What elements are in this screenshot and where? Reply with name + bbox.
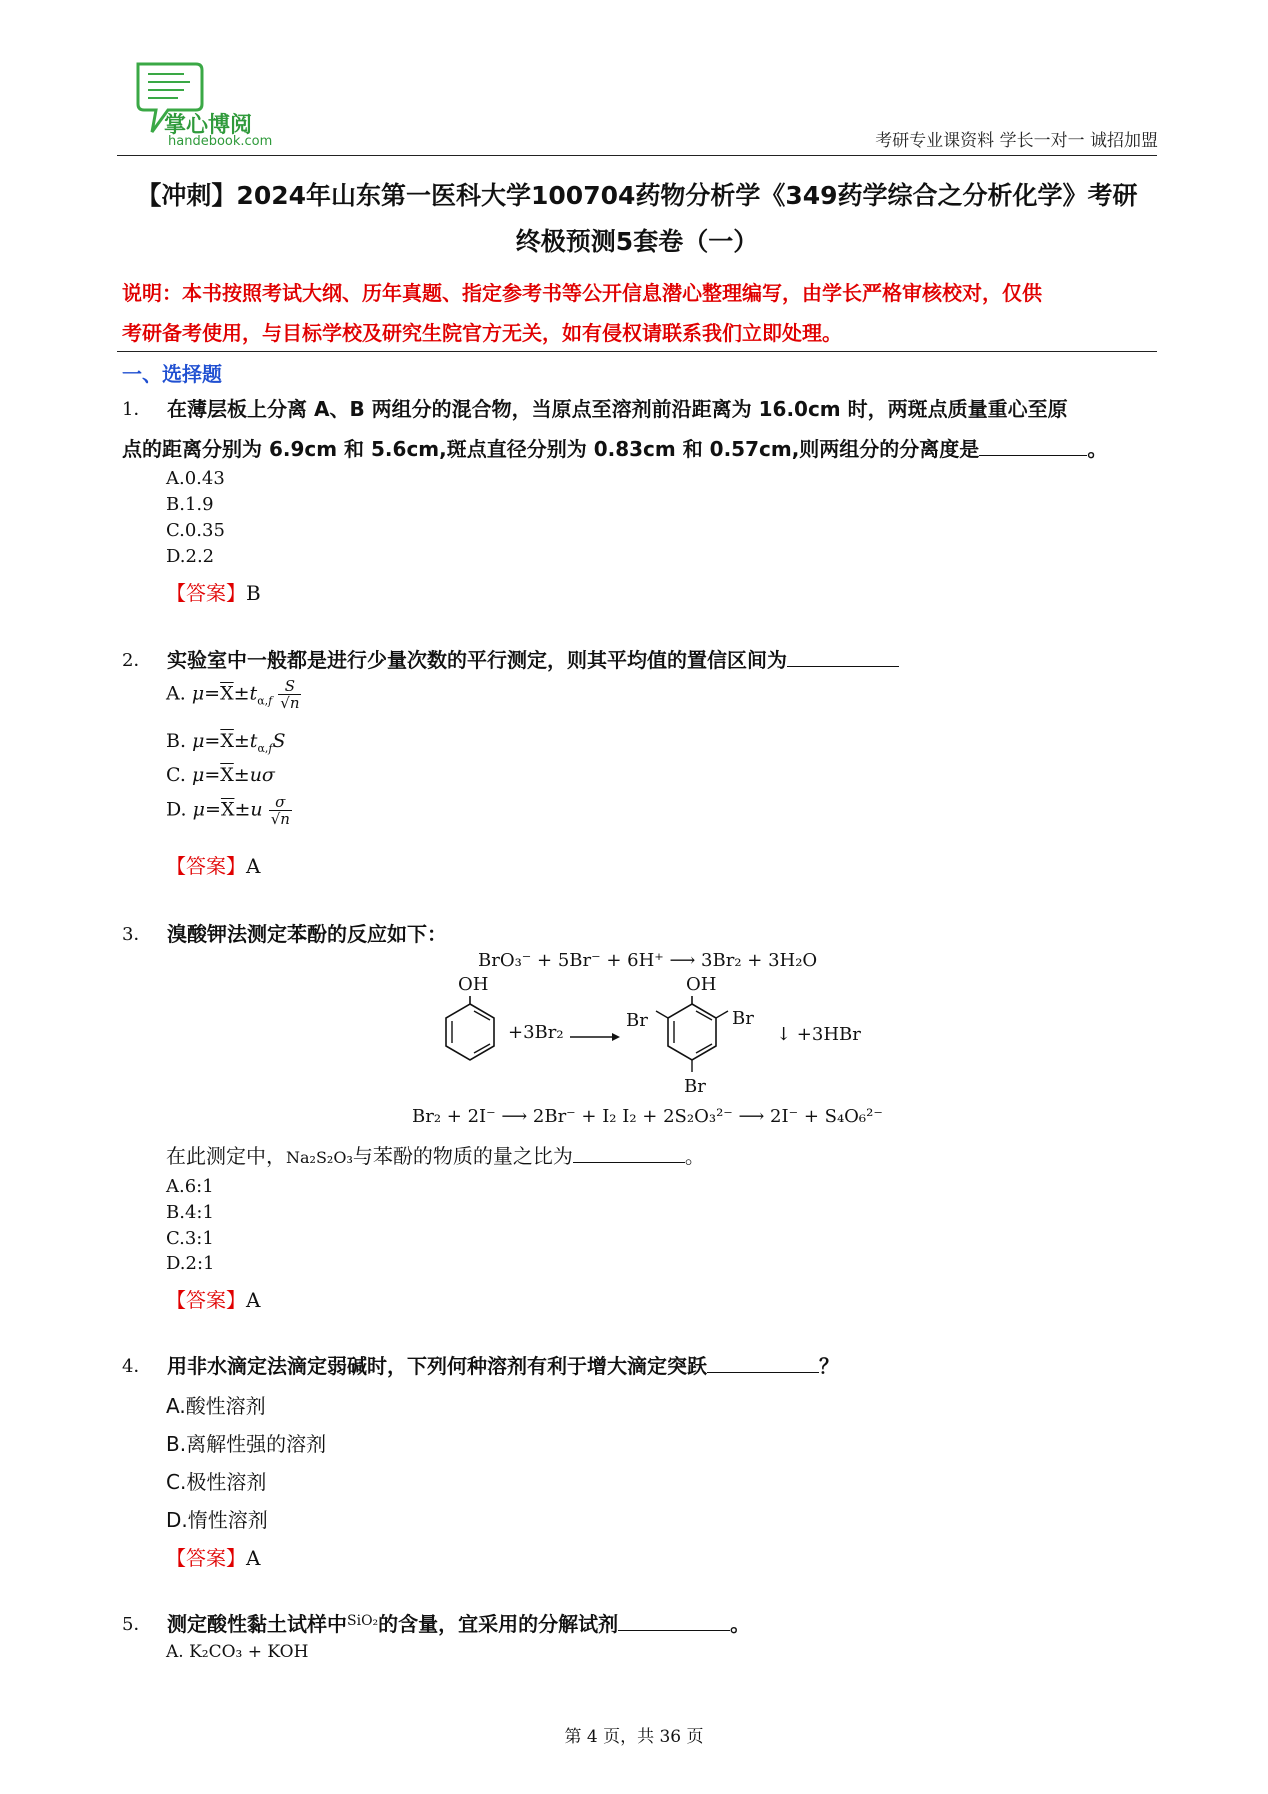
question-1-answer: 【答案】B [166, 581, 261, 605]
answer-blank [707, 1352, 819, 1373]
question-1-option-a: A.0.43 [166, 468, 225, 489]
logo-text: 掌心博阅 [164, 113, 253, 138]
reaction-equation-3: Br₂ + 2I⁻ ⟶ 2Br⁻ + I₂ I₂ + 2S₂O₃²⁻ ⟶ 2I⁻ + S₄O₆²⁻ [412, 1106, 883, 1127]
question-2-option-d: D. μ=X±u $\frac{\sigma}{√n}$ [166, 793, 290, 828]
question-3-option-c: C.3:1 [166, 1228, 214, 1249]
question-4-option-a: A.酸性溶剂 [166, 1394, 266, 1418]
header-divider [117, 155, 1157, 156]
page-title-line1: 【冲刺】2024年山东第一医科大学100704药物分析学《349药学综合之分析化学》考研 [136, 181, 1138, 210]
product-br-left: Br [626, 1010, 648, 1031]
header-tagline: 考研专业课资料 学长一对一 诚招加盟 [875, 131, 1158, 151]
question-2-number: 2． [122, 650, 152, 671]
phenol-oh-label: OH [458, 974, 489, 995]
notice-line2: 考研备考使用，与目标学校及研究生院官方无关，如有侵权请联系我们立即处理。 [122, 321, 842, 345]
question-4-option-b: B.离解性强的溶剂 [166, 1432, 327, 1456]
question-3-stem: 在此测定中，Na₂S₂O₃与苯酚的物质的量之比为 。 [166, 1144, 705, 1168]
page-title-line2: 终极预测5套卷（一） [515, 227, 759, 256]
question-4-answer: 【答案】A [166, 1546, 261, 1570]
reaction-equation-1: BrO₃⁻ + 5Br⁻ + 6H⁺ ⟶ 3Br₂ + 3H₂O [478, 950, 818, 971]
question-2-answer: 【答案】A [166, 854, 261, 878]
question-3-number: 3． [122, 924, 152, 945]
reaction-arrow-icon [570, 1030, 620, 1044]
question-3-option-b: B.4:1 [166, 1202, 214, 1223]
question-1-option-b: B.1.9 [166, 494, 214, 515]
answer-blank [979, 435, 1087, 456]
page-footer: 第 4 页，共 36 页 [564, 1727, 704, 1747]
product-oh-label: OH [686, 974, 717, 995]
question-2-option-c: C. μ=X±uσ [166, 764, 275, 786]
question-4-line1: 用非水滴定法滴定弱碱时，下列何种溶剂有利于增大滴定突跃 ？ [167, 1354, 839, 1378]
question-4-option-c: C.极性溶剂 [166, 1470, 267, 1494]
product-br-bottom: Br [684, 1076, 706, 1097]
question-1-line1: 在薄层板上分离 A、B 两组分的混合物，当原点至溶剂前沿距离为 16.0cm 时，两斑点质量重心至原 [167, 397, 1068, 421]
tribromophenol-ring-icon [654, 996, 730, 1082]
question-4-option-d: D.惰性溶剂 [166, 1508, 268, 1532]
question-5-option-a: A. K₂CO₃ + KOH [166, 1642, 309, 1662]
bromination-scheme [440, 972, 920, 1102]
question-1-line2: 点的距离分别为 6.9cm 和 5.6cm,斑点直径分别为 0.83cm 和 0.57cm,则两组分的分离度是 。 [122, 437, 1108, 461]
question-1-option-d: D.2.2 [166, 546, 215, 567]
question-1-number: 1． [122, 399, 152, 420]
notice-divider [117, 351, 1157, 352]
phenol-ring-icon [440, 996, 500, 1062]
answer-blank [618, 1610, 730, 1631]
question-5-number: 5． [122, 1614, 152, 1635]
question-5-line1: 测定酸性黏土试样中$^{SiO_2}$的含量，宜采用的分解试剂 。 [167, 1612, 751, 1636]
notice-line1: 说明：本书按照考试大纲、历年真题、指定参考书等公开信息潜心整理编写，由学长严格审核校对，仅供 [122, 281, 1042, 305]
question-2-option-a: A. $\mu=X\pm t_{\alpha,f}$ $\frac{S}{√n}$ [166, 677, 300, 712]
logo [134, 60, 284, 150]
reagent-3br2: +3Br₂ [508, 1022, 564, 1043]
question-4-number: 4． [122, 1356, 152, 1377]
question-2-line1: 实验室中一般都是进行少量次数的平行测定，则其平均值的置信区间为 [167, 644, 899, 673]
answer-blank [573, 1142, 685, 1163]
answer-blank [787, 646, 899, 667]
product-tail: ↓ +3HBr [776, 1024, 861, 1045]
question-2-option-b: B. $\mu=X\pm t_{\alpha,f}S$ [166, 730, 286, 755]
question-3-line1: 溴酸钾法测定苯酚的反应如下： [167, 922, 447, 946]
question-3-option-d: D.2:1 [166, 1253, 215, 1274]
question-3-answer: 【答案】A [166, 1288, 261, 1312]
question-1-option-c: C.0.35 [166, 520, 225, 541]
logo-url-text: handebook.com [168, 134, 273, 149]
section-title: 一、选择题 [122, 362, 222, 386]
product-br-right: Br [732, 1008, 754, 1029]
question-3-option-a: A.6:1 [166, 1176, 214, 1197]
